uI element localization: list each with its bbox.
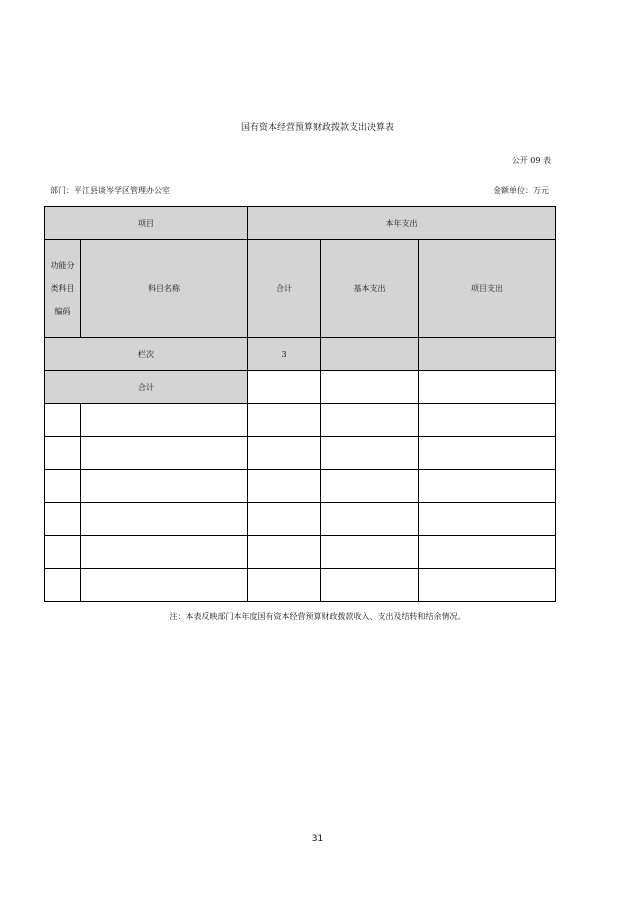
table-cell	[81, 536, 248, 569]
table-cell	[419, 404, 556, 437]
department-label: 部门：平江县谈岑学区管理办公室	[50, 186, 170, 195]
total-row-label: 合计	[45, 371, 248, 404]
table-cell	[45, 404, 81, 437]
column-number-total: 3	[248, 338, 321, 371]
table-cell	[321, 437, 419, 470]
column-number-label: 栏次	[45, 338, 248, 371]
table-cell	[45, 470, 81, 503]
table-cell	[419, 569, 556, 602]
table-cell	[419, 437, 556, 470]
table-row	[45, 503, 556, 536]
total-row-total-cell	[248, 371, 321, 404]
table-cell	[45, 503, 81, 536]
header-function-code-line: 类科目	[50, 284, 75, 293]
table-cell	[321, 569, 419, 602]
table-cell	[419, 503, 556, 536]
form-number: 公开 09 表	[511, 156, 551, 165]
header-total: 合计	[248, 240, 321, 338]
table-cell	[81, 470, 248, 503]
header-function-code-line: 编码	[54, 307, 71, 316]
total-row-basic-cell	[321, 371, 419, 404]
table-cell	[81, 503, 248, 536]
total-row-project-cell	[419, 371, 556, 404]
table-cell	[321, 470, 419, 503]
header-current-year: 本年支出	[248, 207, 556, 240]
table-cell	[248, 503, 321, 536]
table-cell	[81, 437, 248, 470]
table-cell	[248, 437, 321, 470]
expenditure-table	[44, 206, 556, 602]
table-cell	[248, 470, 321, 503]
amount-unit-label: 金额单位：万元	[493, 186, 549, 195]
table-row	[45, 404, 556, 437]
header-subject-name: 科目名称	[81, 240, 248, 338]
table-row	[45, 470, 556, 503]
table-cell	[81, 569, 248, 602]
column-number-basic	[321, 338, 419, 371]
header-row-1	[45, 207, 556, 240]
table-cell	[321, 404, 419, 437]
header-row-2	[45, 240, 556, 338]
table-cell	[45, 437, 81, 470]
table-note: 注：本表反映部门本年度国有资本经营预算财政拨款收入、支出及结转和结余情况。	[169, 612, 466, 621]
table-row	[45, 569, 556, 602]
table-cell	[248, 536, 321, 569]
header-item: 项目	[45, 207, 248, 240]
table-cell	[81, 404, 248, 437]
page-title: 国有资本经营预算财政拨款支出决算表	[240, 123, 394, 133]
table-row	[45, 536, 556, 569]
table-cell	[248, 569, 321, 602]
table-row	[45, 437, 556, 470]
total-row	[45, 371, 556, 404]
header-basic-expenditure: 基本支出	[321, 240, 419, 338]
header-function-code-line: 功能分	[50, 261, 75, 270]
table-cell	[419, 470, 556, 503]
column-number-project	[419, 338, 556, 371]
header-function-code	[45, 240, 81, 338]
table-cell	[321, 503, 419, 536]
page-number: 31	[311, 834, 324, 844]
table-cell	[419, 536, 556, 569]
table-cell	[248, 404, 321, 437]
table-cell	[321, 536, 419, 569]
table-cell	[45, 569, 81, 602]
table-cell	[45, 536, 81, 569]
column-number-row	[45, 338, 556, 371]
header-project-expenditure: 项目支出	[419, 240, 556, 338]
